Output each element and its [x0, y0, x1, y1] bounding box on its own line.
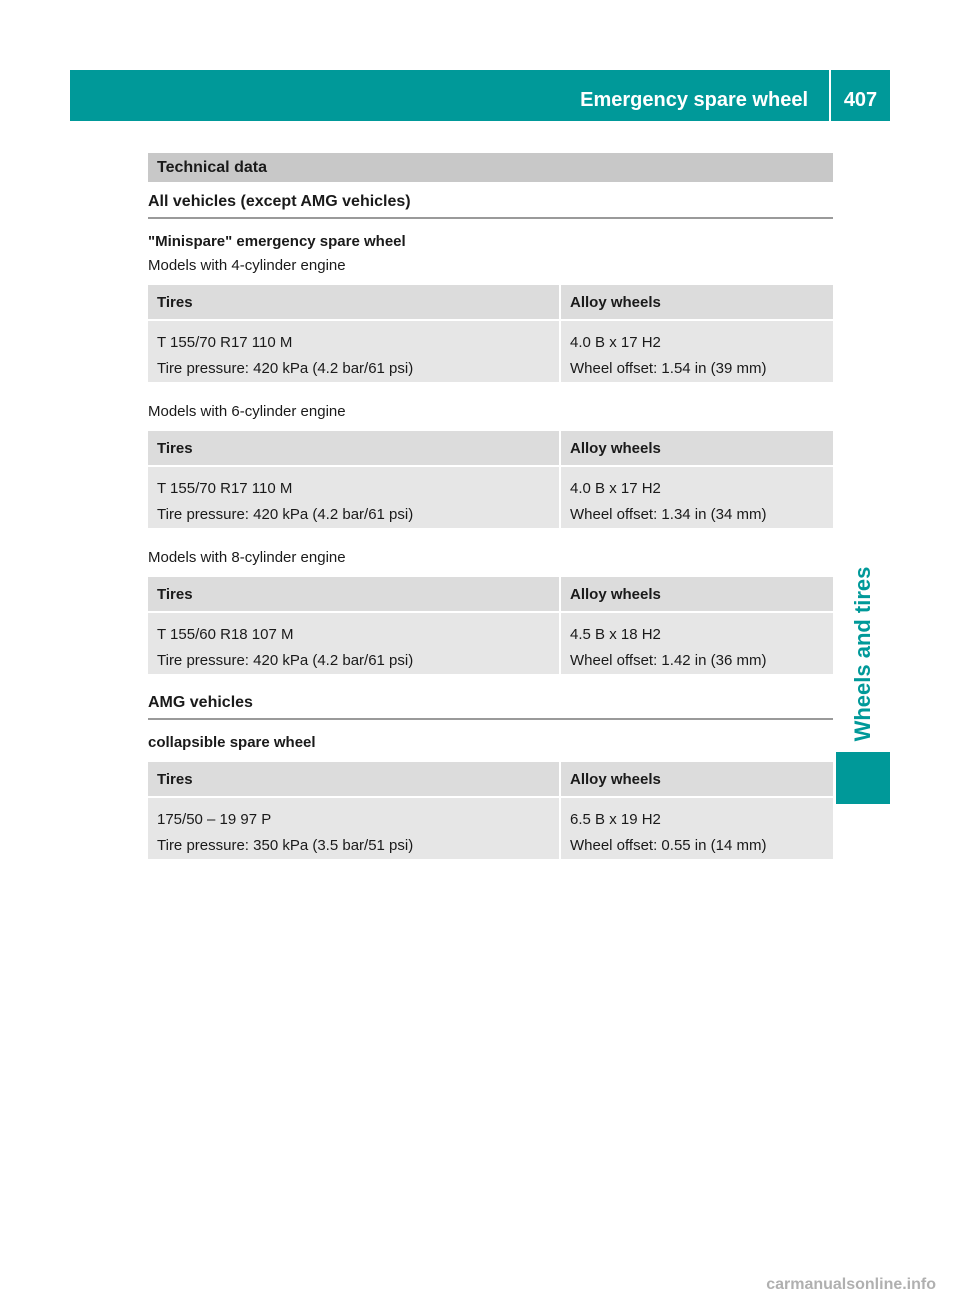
col-tires: Tires: [148, 431, 560, 466]
tire-pressure: Tire pressure: 420 kPa (4.2 bar/61 psi): [157, 506, 414, 523]
table-row: [148, 320, 833, 382]
table-row: [148, 797, 833, 859]
tire-pressure: Tire pressure: 350 kPa (3.5 bar/51 psi): [157, 837, 414, 854]
wheel-size: 4.0 B x 17 H2: [570, 480, 661, 497]
wheel-offset: Wheel offset: 1.34 in (34 mm): [570, 506, 767, 523]
wheel-offset: Wheel offset: 1.42 in (36 mm): [570, 652, 767, 669]
wheel-cell: [560, 466, 833, 528]
all-vehicles-heading: All vehicles (except AMG vehicles): [148, 193, 833, 219]
side-tab-text: Wheels and tires: [850, 566, 875, 741]
tire-cell: [148, 797, 560, 859]
section-title: Technical data: [148, 153, 833, 182]
col-tires: Tires: [148, 762, 560, 797]
wheel-cell: [560, 612, 833, 674]
tire-cell: [148, 320, 560, 382]
col-tires: Tires: [148, 285, 560, 320]
page-content: [148, 153, 833, 859]
col-alloy-wheels: Alloy wheels: [560, 431, 833, 466]
wheel-offset: Wheel offset: 1.54 in (39 mm): [570, 360, 767, 377]
footer-watermark: carmanualsonline.info: [766, 1276, 936, 1293]
chapter-title: Emergency spare wheel: [580, 89, 808, 111]
table-header-row: [148, 762, 833, 797]
page-number: 407: [843, 89, 878, 111]
spec-table-4-cylinder: [148, 285, 833, 382]
table-header-row: [148, 285, 833, 320]
models-8-cylinder-label: Models with 8-cylinder engine: [148, 549, 346, 566]
tire-pressure: Tire pressure: 420 kPa (4.2 bar/61 psi): [157, 360, 414, 377]
tire-size: T 155/70 R17 110 M: [157, 480, 293, 497]
table-header-row: [148, 431, 833, 466]
table-row: [148, 466, 833, 528]
tire-size: T 155/70 R17 110 M: [157, 334, 293, 351]
amg-vehicles-heading: AMG vehicles: [148, 694, 833, 720]
spec-table-amg: [148, 762, 833, 859]
table-header-row: [148, 577, 833, 612]
col-alloy-wheels: Alloy wheels: [560, 285, 833, 320]
wheel-offset: Wheel offset: 0.55 in (14 mm): [570, 837, 767, 854]
minispare-subheading: "Minispare" emergency spare wheel: [148, 233, 406, 250]
wheel-size: 4.5 B x 18 H2: [570, 626, 661, 643]
spec-table-6-cylinder: [148, 431, 833, 528]
header-bar: [70, 70, 890, 121]
tire-cell: [148, 612, 560, 674]
wheel-cell: [560, 320, 833, 382]
models-6-cylinder-label: Models with 6-cylinder engine: [148, 403, 346, 420]
col-tires: Tires: [148, 577, 560, 612]
col-alloy-wheels: Alloy wheels: [560, 577, 833, 612]
tire-size: 175/50 – 19 97 P: [157, 811, 272, 828]
col-alloy-wheels: Alloy wheels: [560, 762, 833, 797]
table-row: [148, 612, 833, 674]
models-4-cylinder-label: Models with 4-cylinder engine: [148, 257, 346, 274]
wheel-size: 4.0 B x 17 H2: [570, 334, 661, 351]
collapsible-subheading: collapsible spare wheel: [148, 734, 316, 751]
side-tab-label: [836, 557, 890, 750]
side-tab-marker: [836, 752, 890, 804]
wheel-cell: [560, 797, 833, 859]
tire-cell: [148, 466, 560, 528]
tire-pressure: Tire pressure: 420 kPa (4.2 bar/61 psi): [157, 652, 414, 669]
tire-size: T 155/60 R18 107 M: [157, 626, 294, 643]
wheel-size: 6.5 B x 19 H2: [570, 811, 661, 828]
spec-table-8-cylinder: [148, 577, 833, 674]
